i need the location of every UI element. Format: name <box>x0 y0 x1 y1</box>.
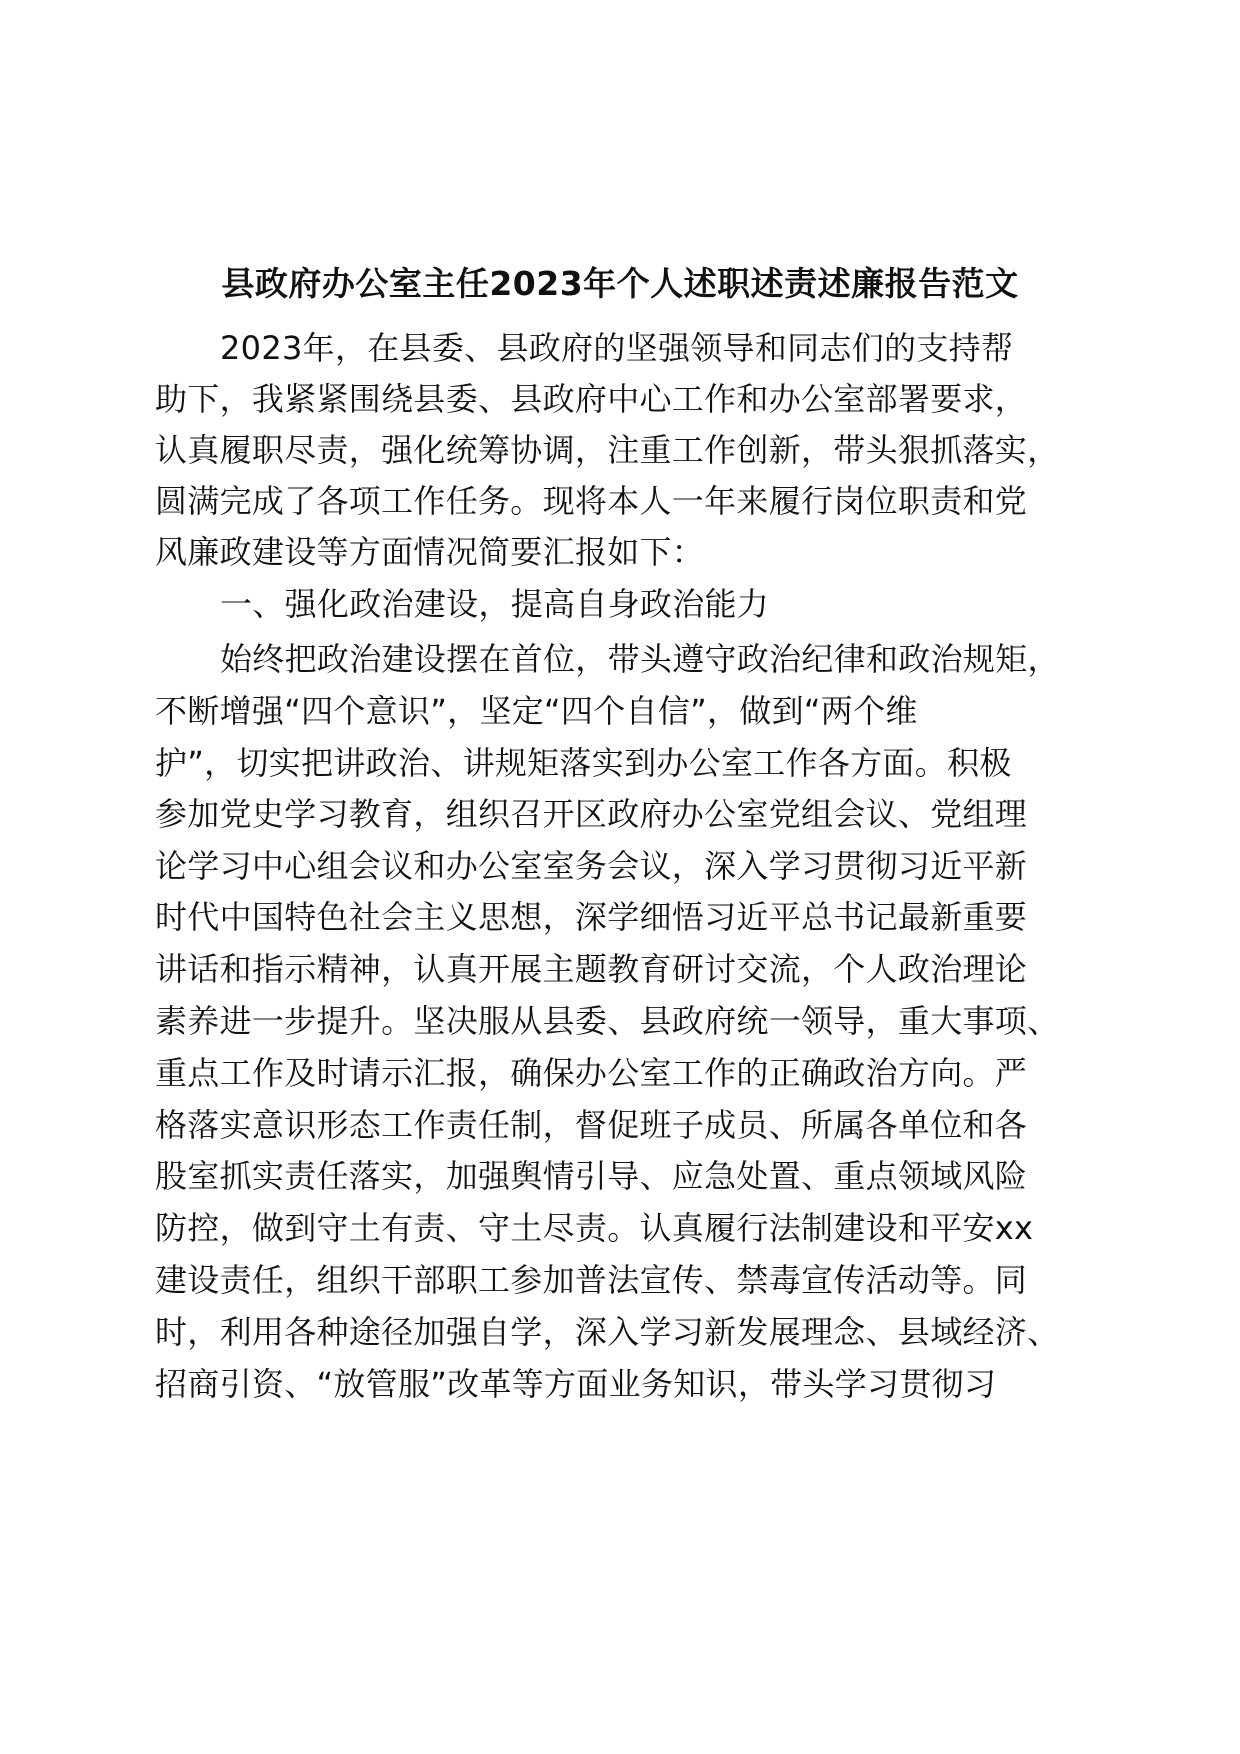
paragraph-line: 护”，切实把讲政治、讲规矩落实到办公室工作各方面。积极 <box>155 744 1012 782</box>
paragraph-line: 助下，我紧紧围绕县委、县政府中心工作和办公室部署要求， <box>155 380 1028 418</box>
paragraph-line: 始终把政治建设摆在首位，带头遵守政治纪律和政治规矩， <box>220 640 1060 678</box>
paragraph-line: 重点工作及时请示汇报，确保办公室工作的正确政治方向。严 <box>155 1054 1028 1092</box>
paragraph-line: 时代中国特色社会主义思想，深学细悟习近平总书记最新重要 <box>155 898 1028 936</box>
paragraph-line: 股室抓实责任落实，加强舆情引导、应急处置、重点领域风险 <box>155 1157 1028 1195</box>
document-title: 县政府办公室主任2023年个人述职述责述廉报告范文 <box>221 264 1019 303</box>
paragraph-line: 素养进一步提升。坚决服从县委、县政府统一领导，重大事项、 <box>155 1002 1060 1040</box>
paragraph-line: 建设责任，组织干部职工参加普法宣传、禁毒宣传活动等。同 <box>155 1261 1028 1299</box>
paragraph-line: 圆满完成了各项工作任务。现将本人一年来履行岗位职责和党 <box>155 482 1028 520</box>
paragraph-line: 格落实意识形态工作责任制，督促班子成员、所属各单位和各 <box>155 1106 1028 1144</box>
paragraph-line: 参加党史学习教育，组织召开区政府办公室党组会议、党组理 <box>155 795 1028 833</box>
paragraph-line: 时，利用各种途径加强自学，深入学习新发展理念、县域经济、 <box>155 1313 1060 1351</box>
paragraph-line: 不断增强“四个意识”，坚定“四个自信”，做到“两个维 <box>155 692 918 730</box>
paragraph-line: 论学习中心组会议和办公室室务会议，深入学习贯彻习近平新 <box>155 847 1028 885</box>
paragraph-line: 2023年，在县委、县政府的坚强领导和同志们的支持帮 <box>220 329 1014 367</box>
paragraph-line: 讲话和指示精神，认真开展主题教育研讨交流，个人政治理论 <box>155 950 1028 988</box>
paragraph-line: 招商引资、“放管服”改革等方面业务知识，带头学习贯彻习 <box>155 1365 997 1403</box>
section-heading: 一、强化政治建设，提高自身政治能力 <box>220 585 770 623</box>
paragraph-line: 认真履职尽责，强化统筹协调，注重工作创新，带头狠抓落实， <box>155 431 1060 469</box>
paragraph-line: 防控，做到守土有责、守土尽责。认真履行法制建设和平安xx <box>155 1209 1034 1247</box>
paragraph-line: 风廉政建设等方面情况简要汇报如下： <box>155 533 705 571</box>
